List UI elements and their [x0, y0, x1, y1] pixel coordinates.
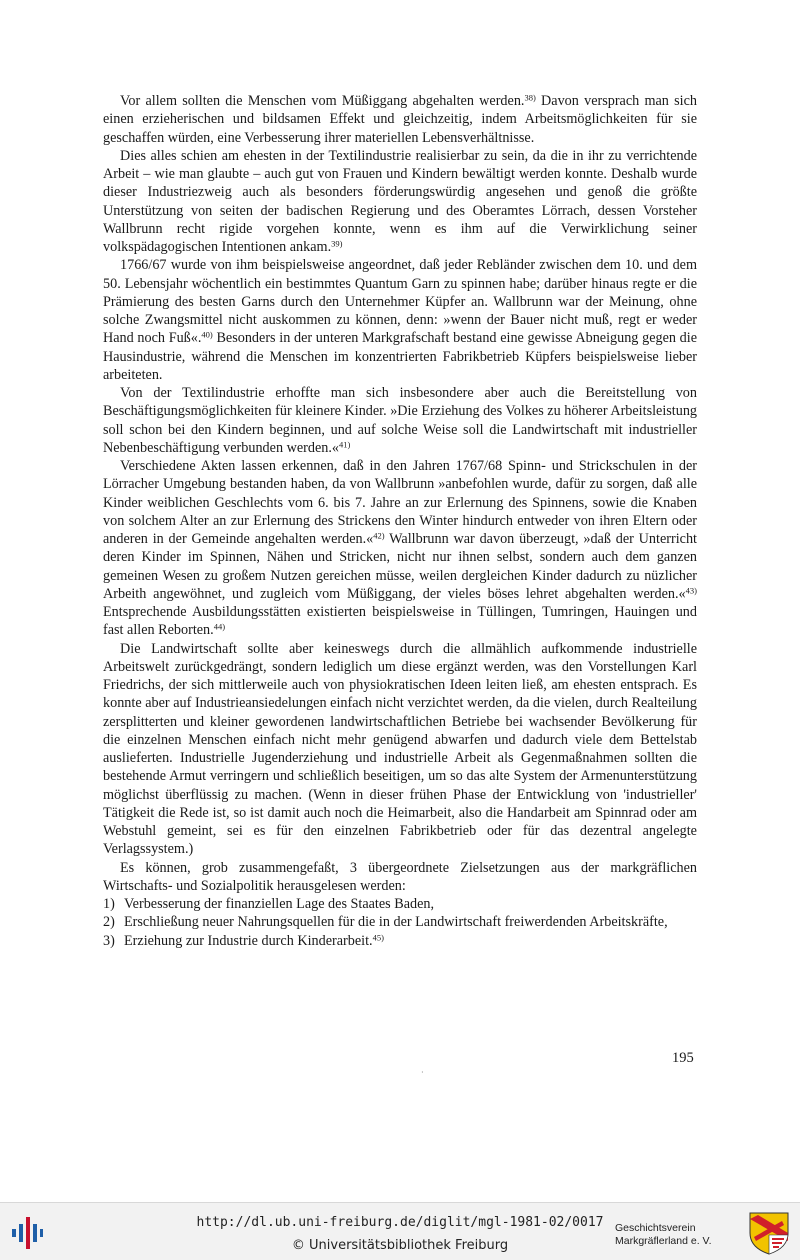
paragraph-1: Vor allem sollten die Menschen vom Müßiggang abgehalten werden.$^{38)}$ Davon versprach man sich einen erzieherischen und bildsamen Effekt und gleichzeitig, indem Arbeitsmöglichkeiten für sie geschaffen würden, eine Verbesserung ihrer materiellen Lebensverhältnisse.	[103, 92, 697, 146]
goals-list	[103, 895, 697, 950]
scan-speck: ·	[421, 1068, 424, 1077]
list-item: 2) Erschließung neuer Nahrungsquellen für die in der Landwirtschaft freiwerdenden Arbeitskräfte,	[103, 914, 668, 931]
society-crest-icon	[748, 1211, 790, 1260]
list-item: 1) Verbesserung der finanziellen Lage des Staates Baden,	[103, 896, 435, 912]
paragraph-2: Dies alles schien am ehesten in der Textilindustrie realisierbar zu sein, da die in ihr zu verrichtende Arbeit – wie man glaubte – auch gut von Frauen und Kindern bewältigt werden konnte. Deshalb wurde dieser Industriezweig auch als besonders förderungswürdig angesehen und genoß die größte Unterstützung von seiten der badischen Regierung und des Oberamtes Lörrach, dessen Vorsteher Wallbrunn recht rigide vorgehen konnte, wenn es ihm auf die Verwirklichung seiner volkspädagogischen Intentionen ankam.$^{39)}$	[103, 147, 697, 255]
viewer-footer	[0, 1202, 800, 1260]
permalink[interactable]: http://dl.ub.uni-freiburg.de/diglit/mgl-1981-02/0017	[196, 1215, 604, 1230]
page-number: 195	[672, 1050, 694, 1066]
paragraph-5: Verschiedene Akten lassen erkennen, daß in den Jahren 1767/68 Spinn- und Strickschulen in der Lörracher Umgebung bestanden haben, da von Wallbrunn »anbefohlen wurde, dafür zu sorgen, daß alle Kinder weiblichen Geschlechts vom 6. bis 7. Jahre an zur Erlernung des Spinnens, sowie die Knaben von solchem Alter an zur Erlernung des Strickens den Winter hindurch entweder von ihren Eltern oder anderen in der Gemeinde angehalten werden.«$^{42)}$ Wallbrunn war davon überzeugt, »daß der Unterricht deren Kinder im Spinnen, Nähen und Stricken, nicht nur ihnen selbst, sondern auch dem ganzen gemeinen Wesen zu großem Nutzen gereichen müsse, weilen dergleichen Kinder dadurch zu nüzlicher Arbeith angewöhnet, und zugleich vom Müßiggang, der vieles böses lehret abgehalten werden.«$^{43)}$ Entsprechende Ausbildungsstätten existierten beispielsweise in Tüllingen, Tumringen, Hauingen und fast allen Reborten.$^{44)}$	[103, 458, 697, 639]
paragraph-7: Es können, grob zusammengefaßt, 3 übergeordnete Zielsetzungen aus der markgräflichen Wirtschafts- und Sozialpolitik herausgelesen werden:	[103, 859, 697, 894]
society-name: Geschichtsverein Markgräflerland e. V.	[615, 1222, 712, 1247]
list-item: 3) Erziehung zur Industrie durch Kinderarbeit.$^{45)}$	[103, 931, 384, 949]
paragraph-6: Die Landwirtschaft sollte aber keineswegs durch die allmählich aufkommende industrielle Arbeitswelt zurückgedrängt, sondern lediglich um diese ergänzt werden, was den Vorstellungen Karl Friedrichs, der sich mittlerweile auch von physiokratischen Ideen leiten ließ, am ehesten entsprach. Es konnte aber auf Industrieansiedelungen einfach nicht verzichtet werden, da die vielen, durch Realteilung zersplitterten und kleiner gewordenen landwirtschaftlichen Betriebe bei wachsender Bevölkerung für die einzelnen Menschen einfach nicht mehr genügend abwarfen und dadurch viele dem Bettelstab auslieferten. Industrielle Jugenderziehung und industrielle Arbeit als Gegenmaßnahmen sollten die bestehende Armut verringern und schließlich beseitigen, um so das alte System der Armenunterstützung möglichst überflüssig zu machen. (Wenn in dieser frühen Phase der Entwicklung von 'industrieller' Tätigkeit die Rede ist, so ist damit auch noch die Heimarbeit, also die Handarbeit am Spinnrad oder am Webstuhl gemeint, sei es für den einzelnen Fabrikbetrieb oder für das dezentral angelegte Verlagssystem.)	[103, 640, 697, 858]
copyright-notice: © Universitätsbibliothek Freiburg	[291, 1238, 509, 1253]
paragraph-3: 1766/67 wurde von ihm beispielsweise angeordnet, daß jeder Rebländer zwischen dem 10. und dem 50. Lebensjahr wöchentlich ein bestimmtes Quantum Garn zu spinnen habe; darüber hinaus regte er die Prämierung des besten Garns durch den Unternehmer Küpfer an. Wallbrunn war der Meinung, ohne solche Zwangsmittel nicht auskommen zu können, denn: »wenn der Bauer nicht muß, regt er weder Hand noch Fuß«.$^{40)}$ Besonders in der unteren Markgrafschaft bestand eine gewisse Abneigung gegen die Hausindustrie, während die Menschen im konzentrierten Fabrikbetrieb Küpfers beispielsweise lieber arbeiteten.	[103, 257, 697, 383]
document-body	[103, 92, 697, 950]
paragraph-4: Von der Textilindustrie erhoffte man sich insbesondere aber auch die Bereitstellung von Beschäftigungsmöglichkeiten für kleinere Kinder. »Die Erziehung des Volkes zu höherer Arbeitsleistung soll schon bei den Kindern beginnen, und auf solche Weise soll die Landwirtschaft mit industrieller Nebenbeschäftigung verbunden werden.«$^{41)}$	[103, 385, 698, 456]
